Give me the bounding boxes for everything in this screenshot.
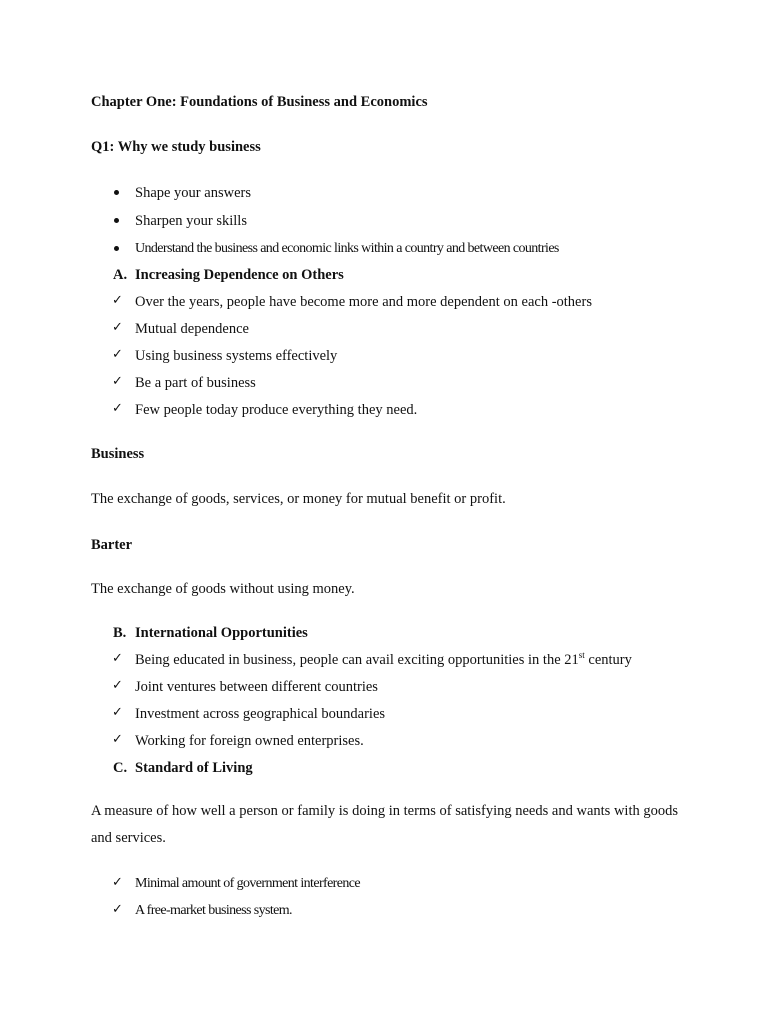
checkmark-icon: ✓ — [112, 732, 123, 747]
list-item: Working for foreign owned enterprises. — [135, 733, 364, 749]
checkmark-icon: ✓ — [112, 293, 123, 308]
checkmark-icon: ✓ — [112, 902, 123, 917]
list-item: Minimal amount of government interference — [135, 876, 360, 891]
bullet-dot-icon — [114, 190, 119, 195]
checkmark-icon: ✓ — [112, 320, 123, 335]
business-heading: Business — [91, 446, 145, 462]
barter-heading: Barter — [91, 537, 133, 553]
list-item: Using business systems effectively — [135, 348, 338, 364]
section-b-heading: International Opportunities — [135, 625, 308, 641]
chapter-title: Chapter One: Foundations of Business and Economics — [91, 94, 428, 110]
standard-of-living-definition: A measure of how well a person or family is doing in terms of satisfying needs and wants with goods and services. — [91, 803, 678, 846]
checkmark-icon: ✓ — [112, 678, 123, 693]
list-item: Be a part of business — [135, 375, 256, 391]
list-item: Investment across geographical boundaries — [135, 706, 386, 722]
section-b-marker: B. — [113, 625, 127, 641]
checkmark-icon: ✓ — [112, 401, 123, 416]
list-item: Shape your answers — [135, 185, 251, 201]
section-c-heading: Standard of Living — [135, 760, 253, 776]
checkmark-icon: ✓ — [112, 374, 123, 389]
barter-definition: The exchange of goods without using money. — [91, 581, 355, 597]
list-item: Mutual dependence — [135, 321, 249, 337]
list-item: Few people today produce everything they need. — [135, 402, 418, 418]
bullet-dot-icon — [114, 218, 119, 223]
section-a-marker: A. — [113, 267, 128, 283]
checkmark-icon: ✓ — [112, 347, 123, 362]
ordinal-suffix: st — [578, 650, 585, 660]
checkmark-icon: ✓ — [112, 651, 123, 666]
list-item-text: Being educated in business, people can avail exciting opportunities in the 21 — [135, 652, 579, 668]
list-item: Sharpen your skills — [135, 213, 247, 229]
section-c-marker: C. — [113, 760, 128, 776]
bullet-dot-icon — [114, 246, 119, 251]
list-item: Joint ventures between different countries — [135, 679, 378, 695]
checkmark-icon: ✓ — [112, 705, 123, 720]
q1-heading: Q1: Why we study business — [91, 139, 261, 155]
section-a-heading: Increasing Dependence on Others — [135, 267, 344, 283]
list-item-text-end: century — [584, 652, 632, 668]
business-definition: The exchange of goods, services, or money for mutual benefit or profit. — [91, 491, 506, 507]
list-item — [135, 651, 632, 669]
list-item: Over the years, people have become more and more dependent on each -others — [135, 294, 592, 310]
list-item: Understand the business and economic links within a country and between countries — [135, 241, 559, 256]
list-item: A free-market business system. — [135, 903, 292, 918]
checkmark-icon: ✓ — [112, 875, 123, 890]
